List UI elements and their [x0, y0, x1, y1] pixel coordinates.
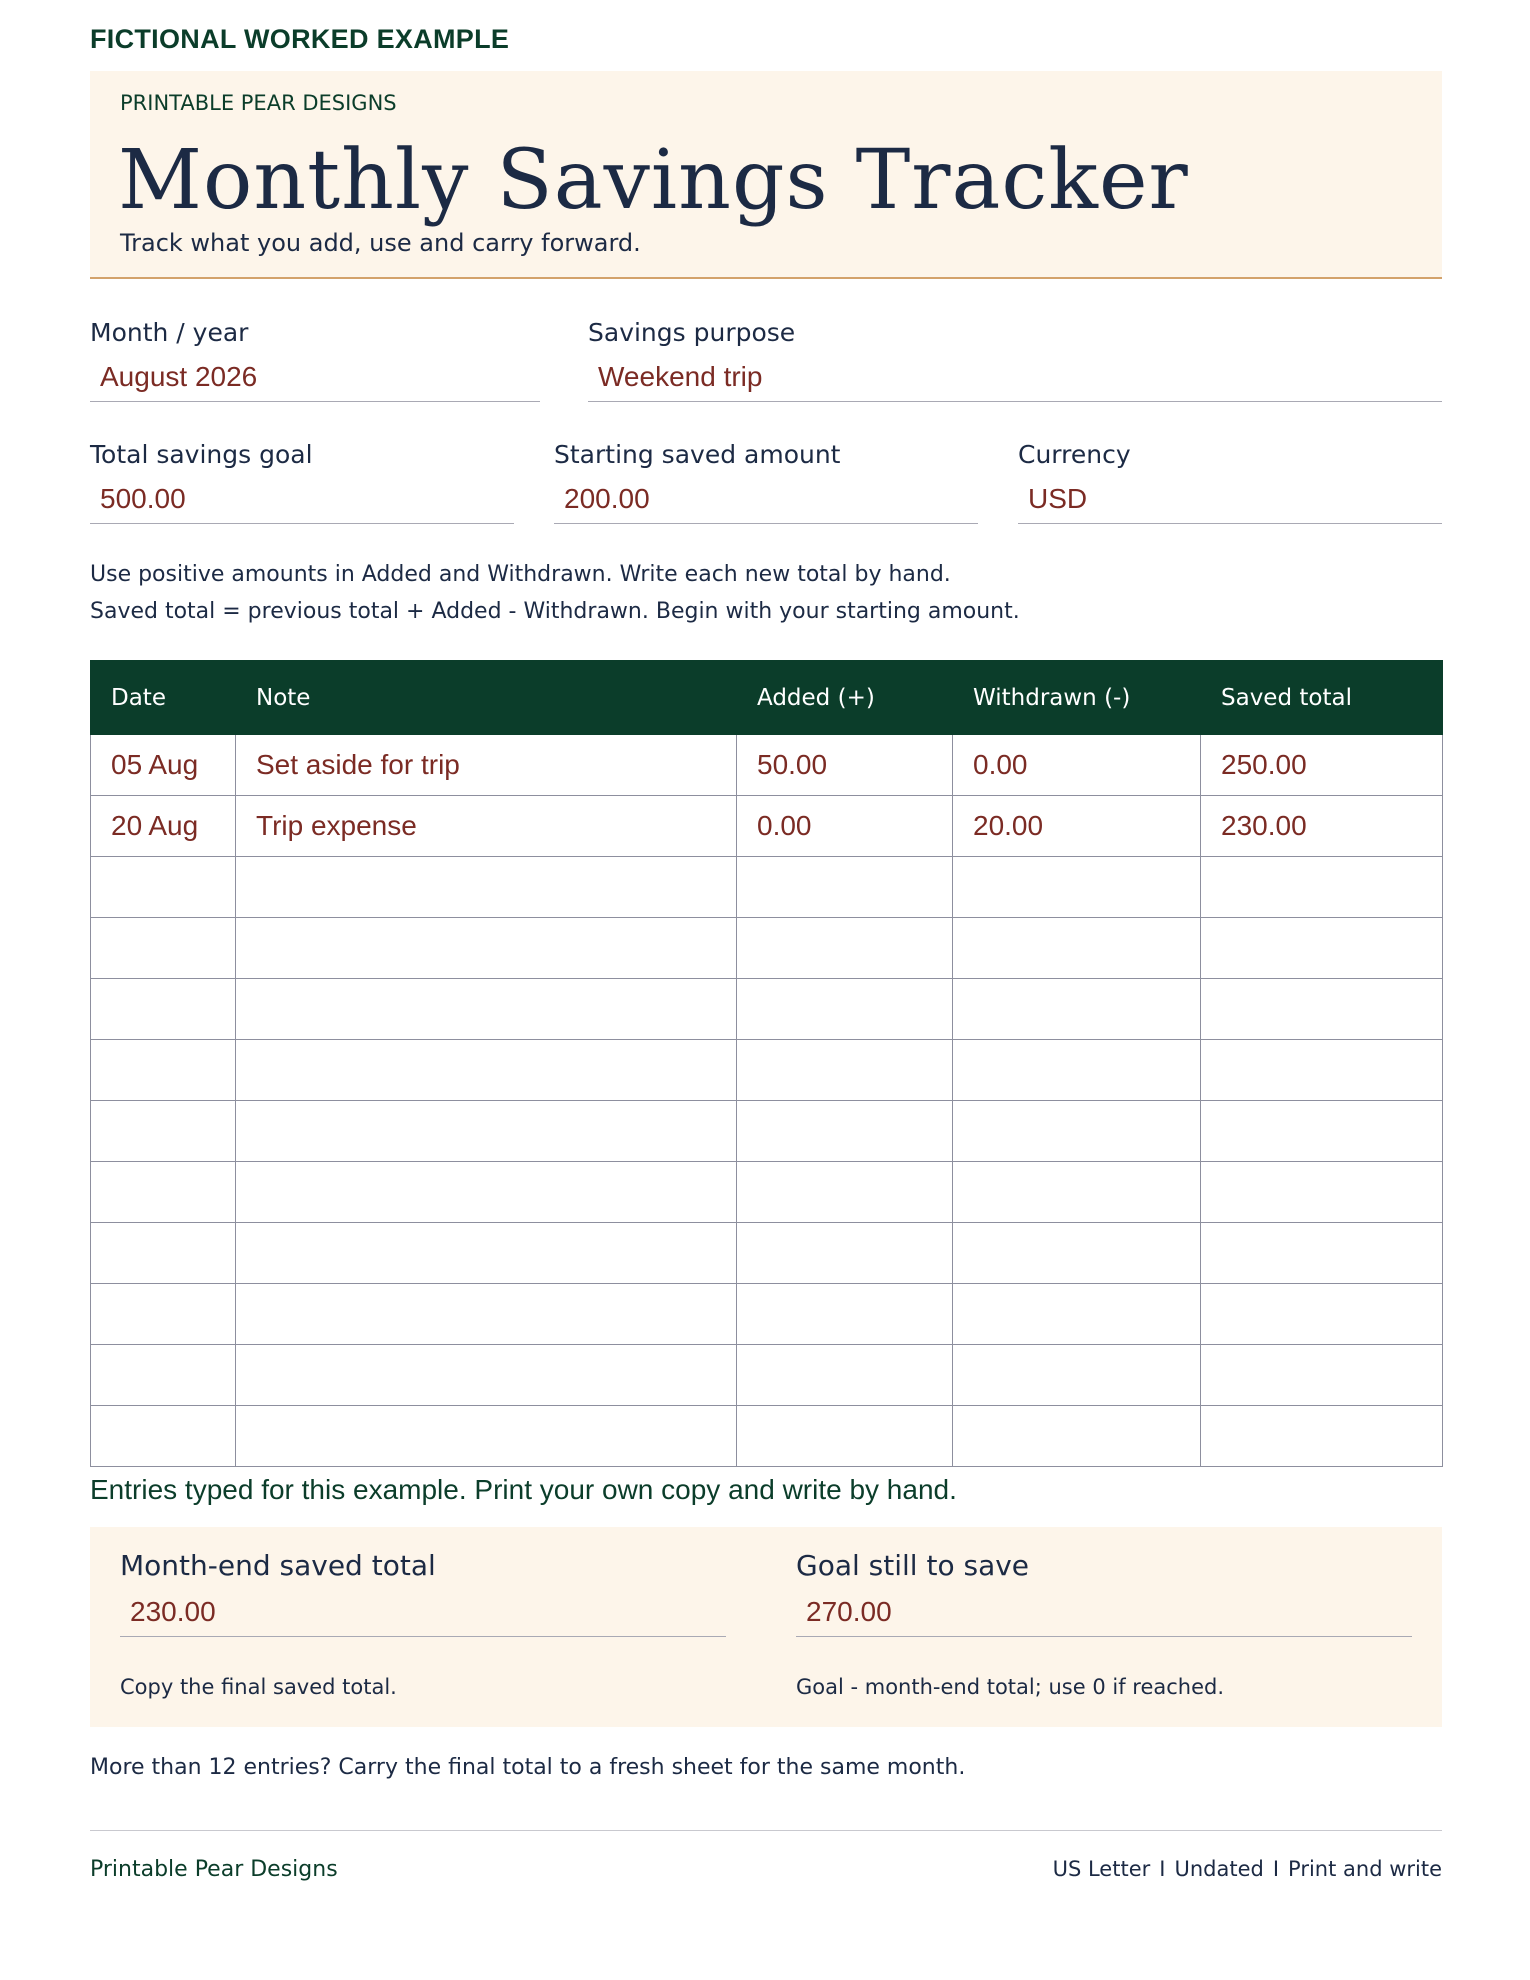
- cell-saved-total[interactable]: [1201, 979, 1443, 1040]
- starting-amount-field: [554, 440, 978, 524]
- month-year-label: Month / year: [90, 318, 249, 347]
- table-row: [91, 1040, 1443, 1101]
- table-row: [91, 918, 1443, 979]
- table-row: [91, 1345, 1443, 1406]
- summary-panel: [90, 1527, 1442, 1727]
- cell-note[interactable]: [236, 979, 737, 1040]
- cell-note[interactable]: Trip expense: [236, 796, 737, 857]
- footer-separator: I: [1159, 1857, 1166, 1881]
- month-end-total-value[interactable]: 230.00: [120, 1594, 726, 1637]
- cell-withdrawn[interactable]: [953, 1162, 1201, 1223]
- cell-withdrawn[interactable]: [953, 918, 1201, 979]
- table-row: [91, 1223, 1443, 1284]
- month-end-total-field: [120, 1549, 726, 1637]
- savings-goal-value[interactable]: 500.00: [90, 481, 514, 524]
- cell-saved-total[interactable]: [1201, 1223, 1443, 1284]
- cell-saved-total[interactable]: [1201, 1345, 1443, 1406]
- goal-remaining-field: [796, 1549, 1412, 1637]
- cell-date[interactable]: [91, 1040, 236, 1101]
- cell-note[interactable]: [236, 857, 737, 918]
- cell-date[interactable]: [91, 1162, 236, 1223]
- table-row: [91, 735, 1443, 796]
- savings-goal-field: [90, 440, 514, 524]
- cell-note[interactable]: [236, 1345, 737, 1406]
- cell-added[interactable]: [737, 918, 953, 979]
- cell-note[interactable]: [236, 1406, 737, 1467]
- goal-remaining-label: Goal still to save: [796, 1549, 1030, 1582]
- cell-added[interactable]: [737, 1162, 953, 1223]
- overflow-note: More than 12 entries? Carry the final total to a fresh sheet for the same month.: [90, 1755, 966, 1780]
- header-panel: [90, 71, 1442, 279]
- cell-added[interactable]: [737, 1406, 953, 1467]
- cell-withdrawn[interactable]: [953, 1101, 1201, 1162]
- cell-withdrawn[interactable]: [953, 1223, 1201, 1284]
- table-header-row: [91, 661, 1443, 735]
- table-row: [91, 857, 1443, 918]
- cell-withdrawn[interactable]: 20.00: [953, 796, 1201, 857]
- instruction-line-2: Saved total = previous total + Added - Withdrawn. Begin with your starting amount.: [90, 599, 1020, 624]
- footer-separator: I: [1272, 1857, 1280, 1881]
- cell-added[interactable]: [737, 1345, 953, 1406]
- cell-saved-total[interactable]: [1201, 1406, 1443, 1467]
- savings-purpose-value[interactable]: Weekend trip: [588, 359, 1442, 402]
- currency-value[interactable]: USD: [1018, 481, 1442, 524]
- column-header-added: Added (+): [737, 661, 953, 735]
- table-row: [91, 979, 1443, 1040]
- cell-added[interactable]: [737, 1101, 953, 1162]
- starting-amount-value[interactable]: 200.00: [554, 481, 978, 524]
- cell-note[interactable]: [236, 1040, 737, 1101]
- cell-date[interactable]: [91, 1223, 236, 1284]
- footer-meta-size: US Letter: [1052, 1857, 1151, 1881]
- cell-saved-total[interactable]: [1201, 1101, 1443, 1162]
- cell-note[interactable]: [236, 1284, 737, 1345]
- instruction-line-1: Use positive amounts in Added and Withdrawn. Write each new total by hand.: [90, 562, 951, 587]
- cell-note[interactable]: [236, 1101, 737, 1162]
- example-banner: FICTIONAL WORKED EXAMPLE: [90, 24, 510, 54]
- cell-saved-total[interactable]: 230.00: [1201, 796, 1443, 857]
- column-header-note: Note: [236, 661, 737, 735]
- month-year-value[interactable]: August 2026: [90, 359, 540, 402]
- cell-added[interactable]: [737, 1223, 953, 1284]
- savings-goal-label: Total savings goal: [90, 440, 313, 469]
- currency-field: [1018, 440, 1442, 524]
- cell-note[interactable]: [236, 1223, 737, 1284]
- table-row: [91, 1162, 1443, 1223]
- column-header-date: Date: [91, 661, 236, 735]
- cell-saved-total[interactable]: [1201, 1162, 1443, 1223]
- column-header-withdrawn: Withdrawn (-): [953, 661, 1201, 735]
- cell-added[interactable]: 0.00: [737, 796, 953, 857]
- cell-saved-total[interactable]: [1201, 857, 1443, 918]
- cell-withdrawn[interactable]: [953, 979, 1201, 1040]
- table-row: [91, 1101, 1443, 1162]
- page-subtitle: Track what you add, use and carry forward.: [120, 229, 641, 257]
- footer-meta-usage: Print and write: [1288, 1857, 1442, 1881]
- cell-note[interactable]: [236, 918, 737, 979]
- goal-remaining-hint: Goal - month-end total; use 0 if reached.: [796, 1675, 1225, 1699]
- goal-remaining-value[interactable]: 270.00: [796, 1594, 1412, 1637]
- cell-saved-total[interactable]: 250.00: [1201, 735, 1443, 796]
- cell-withdrawn[interactable]: [953, 1284, 1201, 1345]
- cell-date[interactable]: [91, 1406, 236, 1467]
- savings-purpose-label: Savings purpose: [588, 318, 796, 347]
- table-row: [91, 1284, 1443, 1345]
- cell-added[interactable]: 50.00: [737, 735, 953, 796]
- cell-note[interactable]: [236, 1162, 737, 1223]
- cell-date[interactable]: [91, 857, 236, 918]
- cell-added[interactable]: [737, 979, 953, 1040]
- cell-added[interactable]: [737, 1284, 953, 1345]
- cell-date[interactable]: [91, 1101, 236, 1162]
- cell-date[interactable]: 05 Aug: [91, 735, 236, 796]
- cell-withdrawn[interactable]: 0.00: [953, 735, 1201, 796]
- cell-date[interactable]: 20 Aug: [91, 796, 236, 857]
- page-title: Monthly Savings Tracker: [118, 133, 1189, 228]
- starting-amount-label: Starting saved amount: [554, 440, 841, 469]
- cell-date[interactable]: [91, 1284, 236, 1345]
- cell-note[interactable]: Set aside for trip: [236, 735, 737, 796]
- footer-divider: [90, 1830, 1442, 1831]
- cell-withdrawn[interactable]: [953, 1040, 1201, 1101]
- table-row: [91, 1406, 1443, 1467]
- month-year-field: [90, 318, 540, 402]
- cell-added[interactable]: [737, 1040, 953, 1101]
- example-entries-note: Entries typed for this example. Print your own copy and write by hand.: [90, 1474, 957, 1505]
- column-header-saved-total: Saved total: [1201, 661, 1443, 735]
- footer-meta-dating: Undated: [1174, 1857, 1264, 1881]
- cell-date[interactable]: [91, 1345, 236, 1406]
- footer-brand: Printable Pear Designs: [90, 1857, 338, 1882]
- cell-date[interactable]: [91, 918, 236, 979]
- cell-saved-total[interactable]: [1201, 1040, 1443, 1101]
- cell-date[interactable]: [91, 979, 236, 1040]
- cell-added[interactable]: [737, 857, 953, 918]
- table-row: [91, 796, 1443, 857]
- cell-withdrawn[interactable]: [953, 857, 1201, 918]
- savings-log-table: [90, 660, 1443, 1467]
- savings-purpose-field: [588, 318, 1442, 402]
- currency-label: Currency: [1018, 440, 1131, 469]
- footer-meta: [1053, 1857, 1442, 1881]
- cell-withdrawn[interactable]: [953, 1406, 1201, 1467]
- month-end-total-hint: Copy the final saved total.: [120, 1675, 397, 1699]
- cell-saved-total[interactable]: [1201, 1284, 1443, 1345]
- cell-saved-total[interactable]: [1201, 918, 1443, 979]
- cell-withdrawn[interactable]: [953, 1345, 1201, 1406]
- month-end-total-label: Month-end saved total: [120, 1549, 436, 1582]
- brand-label: PRINTABLE PEAR DESIGNS: [120, 91, 397, 115]
